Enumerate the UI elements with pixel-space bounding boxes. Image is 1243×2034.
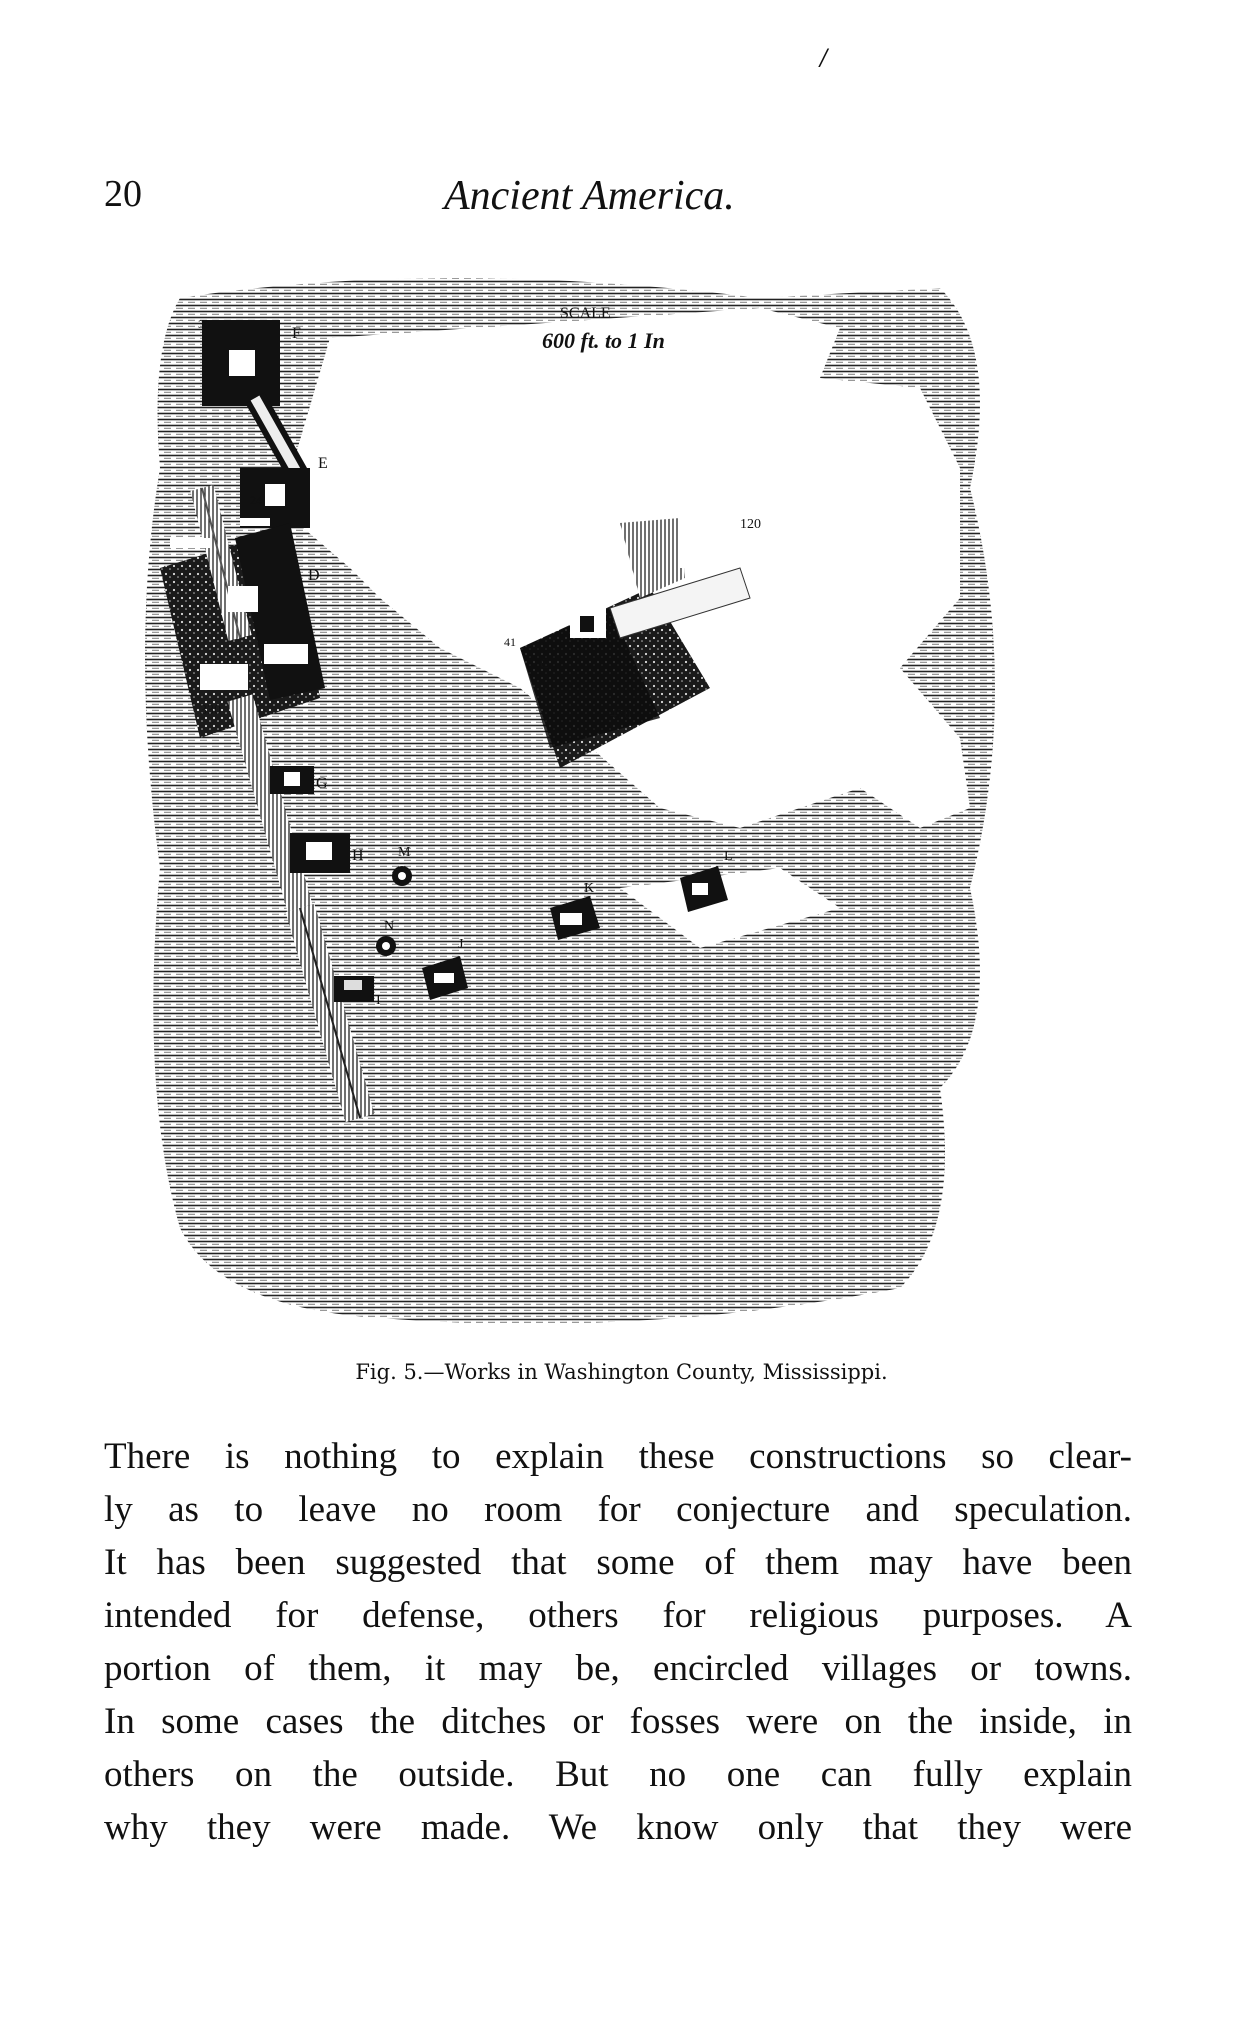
mound-m	[392, 866, 412, 886]
text-line: intended for defense, others for religious purposes. A	[104, 1595, 1132, 1636]
running-head	[104, 172, 1134, 222]
text-line: There is nothing to explain these constructions so clear-	[104, 1436, 1132, 1477]
text-line: In some cases the ditches or fosses were on the inside, in	[104, 1701, 1132, 1742]
label-330: 330	[200, 703, 221, 718]
enclosure-i	[334, 976, 374, 1002]
label-n: N	[384, 919, 395, 934]
label-j: J	[458, 937, 464, 952]
label-d: D	[308, 567, 320, 584]
label-l: L	[724, 849, 733, 864]
label-f: F	[292, 325, 301, 342]
label-470: 470	[610, 707, 631, 722]
page-number: 20	[104, 173, 142, 215]
label-m: M	[398, 845, 411, 860]
label-120: 120	[740, 517, 761, 532]
label-30: 30	[198, 317, 210, 331]
label-41: 41	[504, 635, 516, 649]
label-g: G	[316, 775, 328, 792]
text-line: ly as to leave no room for conjecture and speculation.	[104, 1489, 1132, 1530]
enclosure-h	[290, 833, 350, 873]
label-h: H	[352, 847, 364, 864]
stray-ink-mark: /	[820, 46, 828, 71]
earthworks-map	[140, 268, 1100, 1328]
scale-value: 600 ft. to 1 In	[542, 328, 665, 353]
figure-engraving	[140, 268, 1100, 1328]
running-title: Ancient America.	[444, 173, 735, 219]
label-i: I	[376, 993, 381, 1008]
text-line: portion of them, it may be, encircled villages or towns.	[104, 1648, 1132, 1689]
label-24: 24	[250, 493, 262, 507]
enclosure-g	[270, 766, 314, 794]
figure-caption: Fig. 5.—Works in Washington County, Mississippi.	[355, 1360, 888, 1384]
text-line: why they were made. We know only that they were	[104, 1807, 1132, 1848]
text-line: others on the outside. But no one can fully explain	[104, 1754, 1132, 1795]
scale-label: SCALE	[560, 305, 611, 322]
mound-n	[376, 936, 396, 956]
label-e: E	[318, 455, 328, 472]
body-paragraph	[104, 1430, 1132, 1854]
label-k: K	[584, 881, 595, 896]
text-line: It has been suggested that some of them may have been	[104, 1542, 1132, 1583]
label-c: C	[540, 657, 550, 672]
